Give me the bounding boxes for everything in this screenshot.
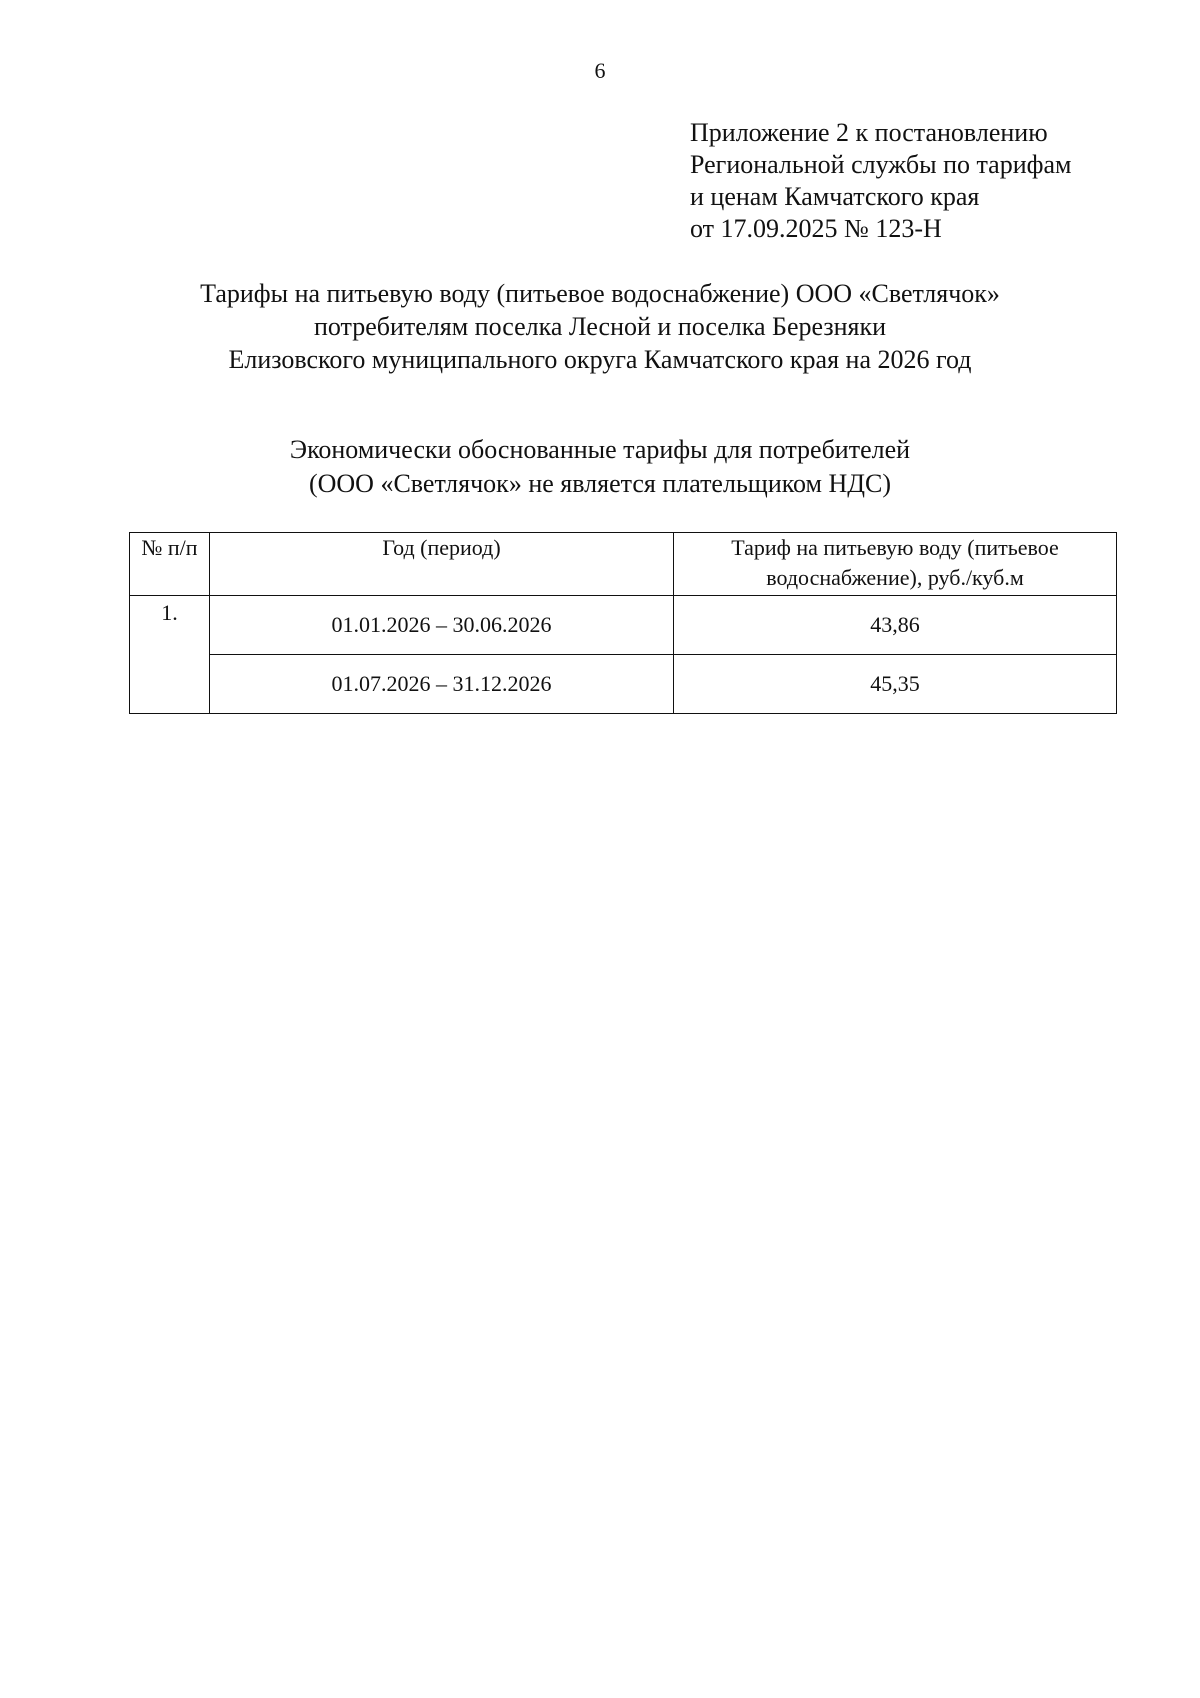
table-subtitle	[0, 433, 1200, 501]
title-line: Елизовского муниципального округа Камчатского края на 2026 год	[228, 345, 972, 374]
header-number: № п/п	[130, 533, 210, 596]
appendix-line: от 17.09.2025 № 123-Н	[690, 214, 942, 243]
header-tariff-line: водоснабжение), руб./куб.м	[766, 565, 1024, 590]
subtitle-line: (ООО «Светлячок» не является плательщиком НДС)	[308, 469, 892, 498]
appendix-header	[690, 117, 1071, 245]
table-row	[130, 655, 1117, 714]
title-line: потребителям поселка Лесной и поселка Березняки	[313, 312, 887, 341]
row-number: 1.	[130, 596, 210, 714]
appendix-line: Приложение 2 к постановлению	[690, 118, 1048, 147]
tariff-cell: 43,86	[674, 596, 1117, 655]
table-header-row	[130, 533, 1117, 596]
header-period: Год (период)	[210, 533, 674, 596]
page-number: 6	[594, 58, 606, 83]
appendix-line: Региональной службы по тарифам	[690, 150, 1072, 179]
tariff-table	[129, 532, 1117, 714]
header-tariff	[674, 533, 1117, 596]
document-title	[0, 277, 1200, 376]
header-tariff-line: Тариф на питьевую воду (питьевое	[731, 535, 1059, 560]
subtitle-line: Экономически обоснованные тарифы для потребителей	[289, 435, 911, 464]
title-line: Тарифы на питьевую воду (питьевое водоснабжение) ООО «Светлячок»	[200, 279, 1000, 308]
period-cell: 01.07.2026 – 31.12.2026	[210, 655, 674, 714]
tariff-cell: 45,35	[674, 655, 1117, 714]
appendix-line: и ценам Камчатского края	[690, 182, 980, 211]
period-cell: 01.01.2026 – 30.06.2026	[210, 596, 674, 655]
table-row	[130, 596, 1117, 655]
